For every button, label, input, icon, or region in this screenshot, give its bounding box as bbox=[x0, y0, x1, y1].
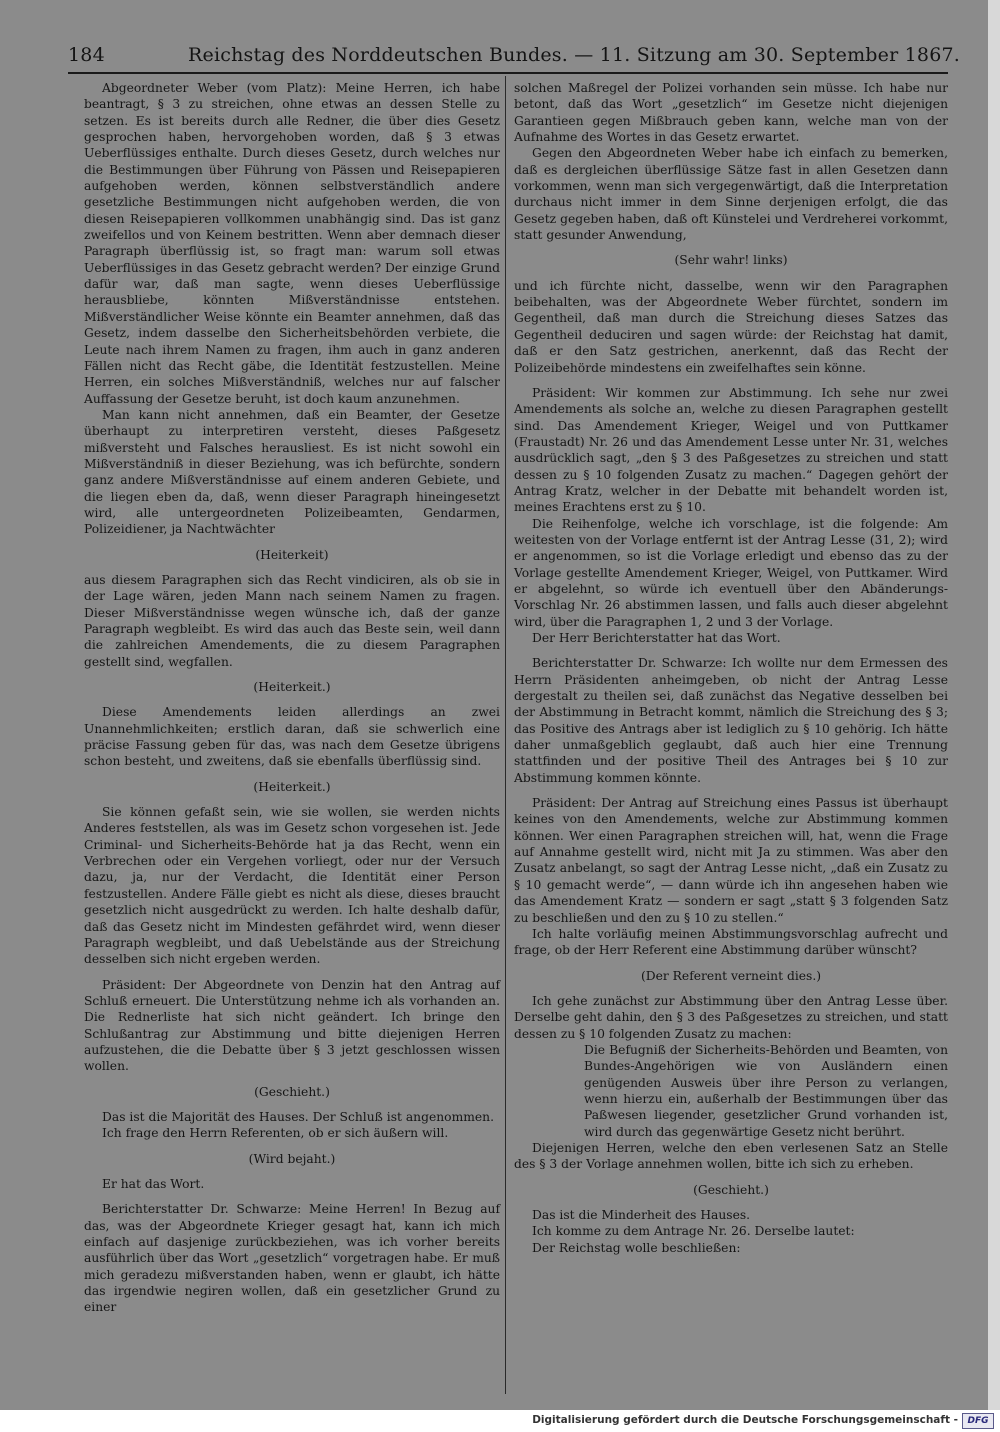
footer-bar bbox=[0, 1410, 1000, 1432]
page-number: 184 bbox=[68, 44, 105, 66]
left-column bbox=[84, 80, 500, 1316]
paragraph: Sie können gefaßt sein, wie sie wollen, sie werden nichts Anderes feststellen, als was im Gesetz schon vorgesehen ist. Jede Criminal- und Sicherheits-Behörde hat ja das Recht, wenn ein Verbrechen oder ein Vergehen vorliegt, oder nur der Versuch dazu, ja, nur der Verdacht, die Identität einer Person festzustellen. Andere Fälle giebt es nicht als diese, dieses braucht gesetzlich nicht ausgedrückt zu werden. Ich halte deshalb dafür, daß das Gesetz nicht im Mindesten gefährdet wird, wenn dieser Paragraph wegbleibt, und daß Uebelstände aus der Streichung desselben sich nicht ergeben werden. bbox=[84, 805, 500, 967]
interjection: (Der Referent verneint dies.) bbox=[640, 968, 822, 983]
paragraph: Er hat das Wort. bbox=[102, 1176, 205, 1191]
paragraph: Präsident: Der Abgeordnete von Denzin hat den Antrag auf Schluß erneuert. Die Unterstützung nehme ich als vorhanden an. Die Rednerliste hat sich nicht geändert. Ich bringe den Schlußantrag zur Abstimmung und bitte diejenigen Herren aufzustehen, die die Debatte über § 3 jetzt geschlossen wissen wollen. bbox=[84, 977, 500, 1074]
paragraph: Die Reihenfolge, welche ich vorschlage, ist die folgende: Am weitesten von der Vorlage entfernt ist der Antrag Lesse (31, 2); wird er angenommen, so ist die Vorlage erledigt und ebenso das zu der Vorlage gestellte Amendement Krieger, Weigel, von Puttkamer. Wird er abgelehnt, so würde ich eventuell über den Abänderungs-Vorschlag Nr. 26 abstimmen lassen, und falls auch dieser abgelehnt wird, über die Paragraphen 1, 2 und 3 der Vorlage. bbox=[514, 516, 948, 629]
page-edge bbox=[988, 0, 1000, 1410]
header-rule bbox=[68, 72, 948, 74]
paragraph: Ich halte vorläufig meinen Abstimmungsvorschlag aufrecht und frage, ob der Herr Referent eine Abstimmung darüber wünscht? bbox=[514, 926, 948, 958]
interjection: (Heiterkeit) bbox=[255, 547, 329, 562]
paragraph: Diese Amendements leiden allerdings an zwei Unannehmlichkeiten; erstlich daran, daß sie schwerlich eine präcise Fassung geben für das, was nach dem Gesetze übrigens schon besteht, und zweitens, daß sie ebenfalls überflüssig sind. bbox=[84, 705, 500, 769]
paragraph: Der Reichstag wolle beschließen: bbox=[532, 1240, 741, 1255]
paragraph: Das ist die Majorität des Hauses. Der Schluß ist angenommen. bbox=[102, 1109, 494, 1124]
page-header bbox=[68, 42, 998, 68]
paragraph: Das ist die Minderheit des Hauses. bbox=[532, 1208, 751, 1222]
paragraph: Abgeordneter Weber (vom Platz): Meine Herren, ich habe beantragt, § 3 zu streichen, ohne etwas an dessen Stelle zu setzen. Es ist bereits durch alle Redner, die über dies Gesetz gesprochen haben, hervorgehoben worden, daß § 3 etwas Ueberflüssiges enthalte. Durch dieses Gesetz, durch welches nur die Bestimmungen über Führung von Pässen und Reisepapieren aufgehoben werden, können selbstverständlich andere gesetzliche Bestimmungen nicht aufgehoben werden, die von diesen Reisepapieren vollkommen unabhängig sind. Das ist ganz zweifellos und von Keinem bestritten. Wenn aber demnach dieser Paragraph überflüssig ist, so fragt man: warum soll etwas Ueberflüssiges in das Gesetz gebracht werden? Der einzige Grund dafür war, daß man sagte, wenn dieses Ueberflüssige herausbliebe, könnten Mißverständnisse entstehen. Mißverständlicher Weise könnte ein Beamter annehmen, daß das Gesetz, indem dasselbe den Sicherheitsbehörden verbiete, die Leute nach ihrem Namen zu fragen, ihm auch in ganz anderen Fällen nicht das Recht gäbe, die Identität festzustellen. Meine Herren, ein solches Mißverständniß, welches nur auf falscher Auffassung der Gesetze beruht, ist doch kaum anzunehmen. bbox=[84, 81, 500, 406]
interjection: (Wird bejaht.) bbox=[248, 1151, 336, 1166]
paragraph: Diejenigen Herren, welche den eben verlesenen Satz an Stelle des § 3 der Vorlage annehmen wollen, bitte ich sich zu erheben. bbox=[514, 1140, 948, 1172]
running-title: Reichstag des Norddeutschen Bundes. — 11. Sitzung am 30. September 1867. bbox=[188, 44, 961, 66]
interjection: (Geschieht.) bbox=[254, 1084, 330, 1099]
paragraph: Ich frage den Herrn Referenten, ob er sich äußern will. bbox=[102, 1126, 449, 1141]
paragraph: Präsident: Wir kommen zur Abstimmung. Ich sehe nur zwei Amendements als solche an, welche zu diesen Paragraphen gestellt sind. Das Amendement Krieger, Weigel und von Puttkamer (Fraustadt) Nr. 26 und das Amendement Lesse unter Nr. 31, welches ausdrücklich sagt, „den § 3 des Paßgesetzes zu streichen und statt dessen zu § 10 folgenden Zusatz zu machen.“ Dagegen gehört der Antrag Kratz, welcher in der Debatte mit behandelt worden ist, meines Erachtens erst zu § 10. bbox=[514, 385, 948, 515]
quoted-motion: Die Befugniß der Sicherheits-Behörden und Beamten, von Bundes-Angehörigen wie von Ausländern einen genügenden Ausweis über ihre Person zu verlangen, wenn hierzu ein, außerhalb der Bestimmungen über das Paßwesen liegender, gesetzlicher Grund vorhanden ist, wird durch das gegenwärtige Gesetz nicht berührt. bbox=[584, 1042, 948, 1139]
paragraph: Präsident: Der Antrag auf Streichung eines Passus ist überhaupt keines von den Amendements, welche zur Abstimmung kommen können. Wer einen Paragraphen streichen will, hat, wenn die Frage auf Annahme gestellt wird, nicht mit Ja zu stimmen. Was aber den Zusatz anbelangt, so sagt der Antrag Lesse nicht, „daß ein Zusatz zu § 10 gemacht werde“, — dann würde ich ihn angesehen haben wie das Amendement Kratz — sondern er sagt „statt § 3 folgenden Satz zu beschließen und den zu § 10 zu stellen.“ bbox=[514, 796, 948, 925]
paragraph: Man kann nicht annehmen, daß ein Beamter, der Gesetze überhaupt zu interpretiren versteht, dieses Paßgesetz mißversteht und Falsches herausliest. Es ist nicht sowohl ein Mißverständniß in dieser Beziehung, was ich befürchte, sondern ganz andere Mißverständnisse auf einem anderen Gebiete, und die liegen eben da, daß, wenn dieser Paragraph hineingesetzt wird, alle untergeordneten Polizeibeamten, Gendarmen, Polizeidiener, ja Nachtwächter bbox=[84, 407, 500, 537]
paragraph: Gegen den Abgeordneten Weber habe ich einfach zu bemerken, daß es dergleichen überflüssige Sätze fast in allen Gesetzen dann vorkommen, wenn man sich vergegenwärtigt, daß die Interpretation durchaus nicht immer in dem Sinne derjenigen erfolgt, die das Gesetz gegeben haben, daß oft Künstelei und Verdreherei vorkommt, statt gesunder Anwendung, bbox=[514, 146, 948, 243]
paragraph: Ich gehe zunächst zur Abstimmung über den Antrag Lesse über. Derselbe geht dahin, den § 3 des Paßgesetzes zu streichen, und statt dessen zu § 10 folgenden Zusatz zu machen: bbox=[514, 993, 948, 1041]
interjection: (Heiterkeit.) bbox=[253, 779, 331, 794]
paragraph: Berichterstatter Dr. Schwarze: Ich wollte nur dem Ermessen des Herrn Präsidenten anheimgeben, ob nicht der Antrag Lesse dergestalt zu theilen sei, daß zunächst das Negative desselben bei der Abstimmung in Betracht kommt, nämlich die Streichung des § 3; das Positive des Antrags aber ist lediglich zu § 10 gehörig. Ich hätte daher unmaßgeblich geglaubt, daß auch hier eine Trennung stattfinden und der positive Theil des Antrages bei § 10 zur Abstimmung kommen könnte. bbox=[514, 656, 948, 785]
interjection: (Geschieht.) bbox=[693, 1182, 769, 1197]
paragraph: Berichterstatter Dr. Schwarze: Meine Herren! In Bezug auf das, was der Abgeordnete Krieger gesagt hat, kann ich mich einfach auf dasjenige zurückbeziehen, was ich vorher bereits ausführlich über das Wort „gesetzlich“ vorgetragen habe. Er muß mich geradezu mißverstanden haben, wenn er glaubt, ich hätte das irgendwie negiren wollen, daß ein gesetzlicher Grund zu einer bbox=[84, 1202, 500, 1315]
funding-credit: Digitalisierung gefördert durch die Deutsche Forschungsgemeinschaft - bbox=[532, 1414, 958, 1426]
interjection: (Heiterkeit.) bbox=[253, 680, 331, 695]
dfg-logo: DFG bbox=[962, 1413, 994, 1429]
interjection: (Sehr wahr! links) bbox=[674, 253, 788, 268]
paragraph: solchen Maßregel der Polizei vorhanden sein müsse. Ich habe nur betont, daß das Wort „gesetzlich“ im Gesetze nicht diejenigen Garantieen gegen Mißbrauch geben kann, welche man von der Aufnahme des Wortes in das Gesetz erwartet. bbox=[514, 81, 948, 145]
paragraph: Der Herr Berichterstatter hat das Wort. bbox=[532, 631, 781, 645]
paragraph: und ich fürchte nicht, dasselbe, wenn wir den Paragraphen beibehalten, was der Abgeordnete Weber fürchtet, sondern im Gegentheil, daß man durch die Streichung dieses Satzes das Gegentheil deduciren und sagen würde: der Reichstag hat damit, daß er den Satz gestrichen, anerkennt, daß das Recht der Polizeibehörde mindestens ein zweifelhaftes sein könne. bbox=[514, 278, 948, 375]
right-column bbox=[514, 80, 948, 1256]
paragraph: aus diesem Paragraphen sich das Recht vindiciren, als ob sie in der Lage wären, jeden Mann nach seinem Namen zu fragen. Dieser Mißverständnisse wegen wünsche ich, daß der ganze Paragraph wegbleibt. Es wird das auch das Beste sein, weil dann die zahlreichen Amendements, die zu diesem Paragraphen gestellt sind, wegfallen. bbox=[84, 572, 500, 669]
paragraph: Ich komme zu dem Antrage Nr. 26. Derselbe lautet: bbox=[532, 1224, 855, 1239]
column-divider bbox=[505, 76, 506, 1394]
